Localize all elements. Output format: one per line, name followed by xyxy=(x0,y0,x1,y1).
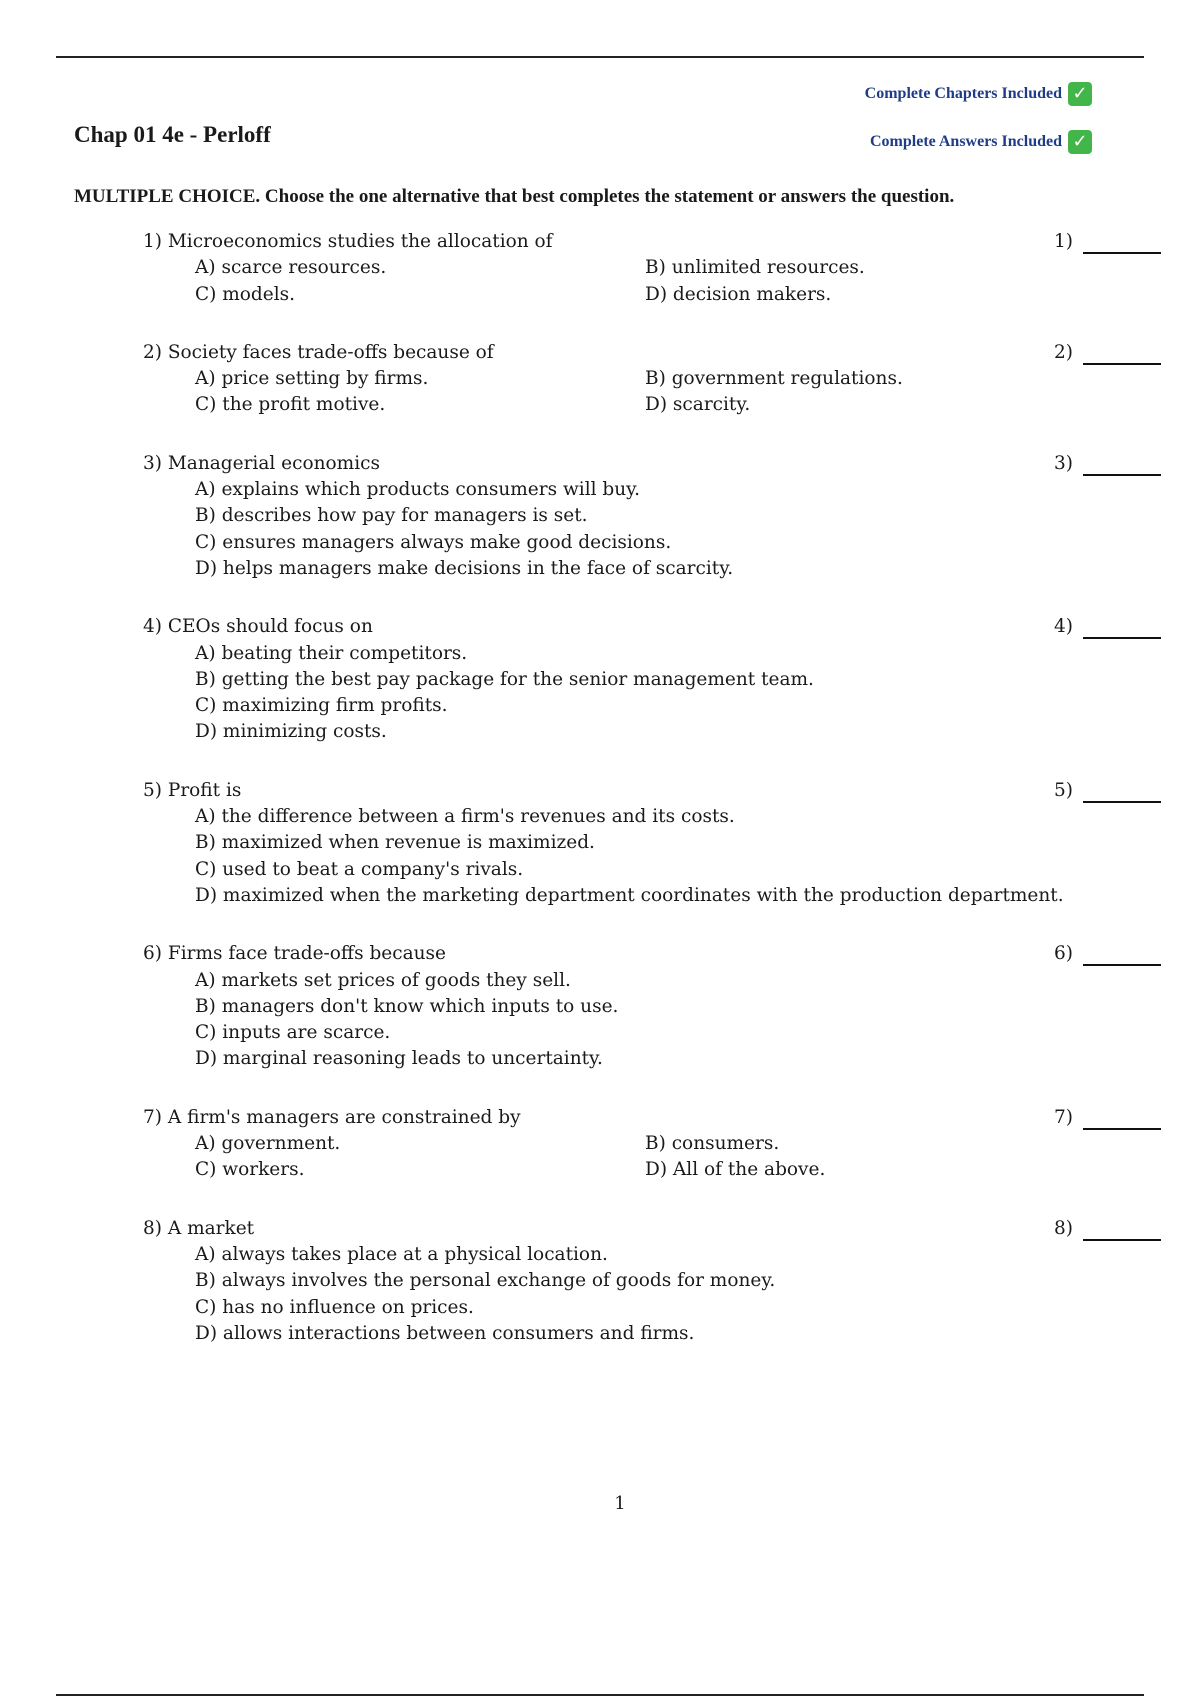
header-badges xyxy=(865,80,1092,156)
answer-label: 6) xyxy=(1054,943,1073,965)
option-a: A) the difference between a firm's revenues and its costs. xyxy=(195,806,735,828)
question-1 xyxy=(143,229,1163,308)
question-2 xyxy=(143,340,1163,419)
option-b: B) unlimited resources. xyxy=(645,257,865,279)
question-stem: 3) Managerial economics xyxy=(143,452,380,474)
option-list xyxy=(143,366,1163,419)
option-b: B) describes how pay for managers is set. xyxy=(195,505,588,527)
option-c: C) the profit motive. xyxy=(195,394,386,416)
answers-badge xyxy=(865,128,1092,156)
option-list xyxy=(143,477,1163,582)
option-b: B) always involves the personal exchange of goods for money. xyxy=(195,1270,776,1292)
page-number: 1 xyxy=(614,1493,626,1514)
option-a: A) beating their competitors. xyxy=(195,642,468,664)
option-b: B) government regulations. xyxy=(645,368,903,390)
question-7 xyxy=(143,1105,1163,1184)
answer-blank[interactable] xyxy=(1083,252,1161,254)
answer-label: 1) xyxy=(1054,231,1073,252)
question-4 xyxy=(143,614,1163,745)
option-list xyxy=(143,968,1163,1073)
question-6 xyxy=(143,941,1163,1072)
option-list xyxy=(143,641,1163,746)
answer-blank[interactable] xyxy=(1083,1239,1161,1241)
question-stem: 1) Microeconomics studies the allocation of xyxy=(143,231,553,252)
option-c: C) workers. xyxy=(195,1159,305,1181)
option-c: C) used to beat a company's rivals. xyxy=(195,858,524,880)
check-mark-icon: ✓ xyxy=(1068,130,1092,154)
answer-label: 3) xyxy=(1054,452,1073,474)
question-8 xyxy=(143,1216,1163,1347)
section-instructions: MULTIPLE CHOICE. Choose the one alternative that best completes the statement or answers the question. xyxy=(74,186,955,207)
option-d: D) allows interactions between consumers and firms. xyxy=(195,1322,695,1344)
option-b: B) getting the best pay package for the senior management team. xyxy=(195,668,814,690)
option-list xyxy=(143,255,1163,308)
option-list xyxy=(143,804,1163,909)
question-list xyxy=(143,229,1163,1379)
question-stem: 8) A market xyxy=(143,1217,255,1239)
answer-blank[interactable] xyxy=(1083,363,1161,365)
answer-label: 2) xyxy=(1054,341,1073,363)
option-b: B) maximized when revenue is maximized. xyxy=(195,832,595,854)
option-a: A) price setting by firms. xyxy=(195,368,429,390)
answer-label: 8) xyxy=(1054,1217,1073,1239)
question-3 xyxy=(143,451,1163,582)
option-d: D) decision makers. xyxy=(645,283,832,305)
question-stem: 2) Society faces trade-offs because of xyxy=(143,341,494,363)
top-rule xyxy=(56,56,1144,58)
chapters-badge xyxy=(865,80,1092,108)
answer-label: 7) xyxy=(1054,1106,1073,1128)
question-stem: 4) CEOs should focus on xyxy=(143,616,373,638)
question-stem: 5) Profit is xyxy=(143,779,242,801)
option-d: D) maximized when the marketing department coordinates with the production department. xyxy=(195,884,1064,906)
option-list xyxy=(143,1242,1163,1347)
answer-blank[interactable] xyxy=(1083,964,1161,966)
answer-blank[interactable] xyxy=(1083,474,1161,476)
option-d: D) scarcity. xyxy=(645,394,751,416)
option-c: C) models. xyxy=(195,283,296,305)
answer-blank[interactable] xyxy=(1083,1128,1161,1130)
answer-blank[interactable] xyxy=(1083,637,1161,639)
answer-label: 4) xyxy=(1054,616,1073,638)
option-b: B) managers don't know which inputs to use. xyxy=(195,995,619,1017)
chapters-badge-text: Complete Chapters Included xyxy=(864,85,1062,102)
option-d: D) helps managers make decisions in the face of scarcity. xyxy=(195,557,734,579)
check-mark-icon: ✓ xyxy=(1068,82,1092,106)
option-a: A) explains which products consumers will buy. xyxy=(195,479,641,501)
document-title: Chap 01 4e - Perloff xyxy=(74,122,271,147)
option-c: C) maximizing firm profits. xyxy=(195,695,448,717)
option-a: A) always takes place at a physical location. xyxy=(195,1243,608,1265)
option-d: D) marginal reasoning leads to uncertainty. xyxy=(195,1048,603,1070)
option-c: C) inputs are scarce. xyxy=(195,1022,391,1044)
option-a: A) markets set prices of goods they sell. xyxy=(195,969,571,991)
answers-badge-text: Complete Answers Included xyxy=(869,133,1062,150)
option-c: C) ensures managers always make good decisions. xyxy=(195,531,672,553)
option-list xyxy=(143,1131,1163,1184)
answer-blank[interactable] xyxy=(1083,801,1161,803)
question-stem: 7) A firm's managers are constrained by xyxy=(143,1106,521,1128)
option-b: B) consumers. xyxy=(645,1133,780,1155)
answer-label: 5) xyxy=(1054,779,1073,801)
option-d: D) minimizing costs. xyxy=(195,721,387,743)
question-5 xyxy=(143,778,1163,909)
question-stem: 6) Firms face trade-offs because xyxy=(143,943,446,965)
option-a: A) government. xyxy=(195,1133,341,1155)
bottom-rule xyxy=(56,1694,1144,1696)
option-c: C) has no influence on prices. xyxy=(195,1296,474,1318)
option-d: D) All of the above. xyxy=(645,1159,826,1181)
option-a: A) scarce resources. xyxy=(195,257,387,279)
